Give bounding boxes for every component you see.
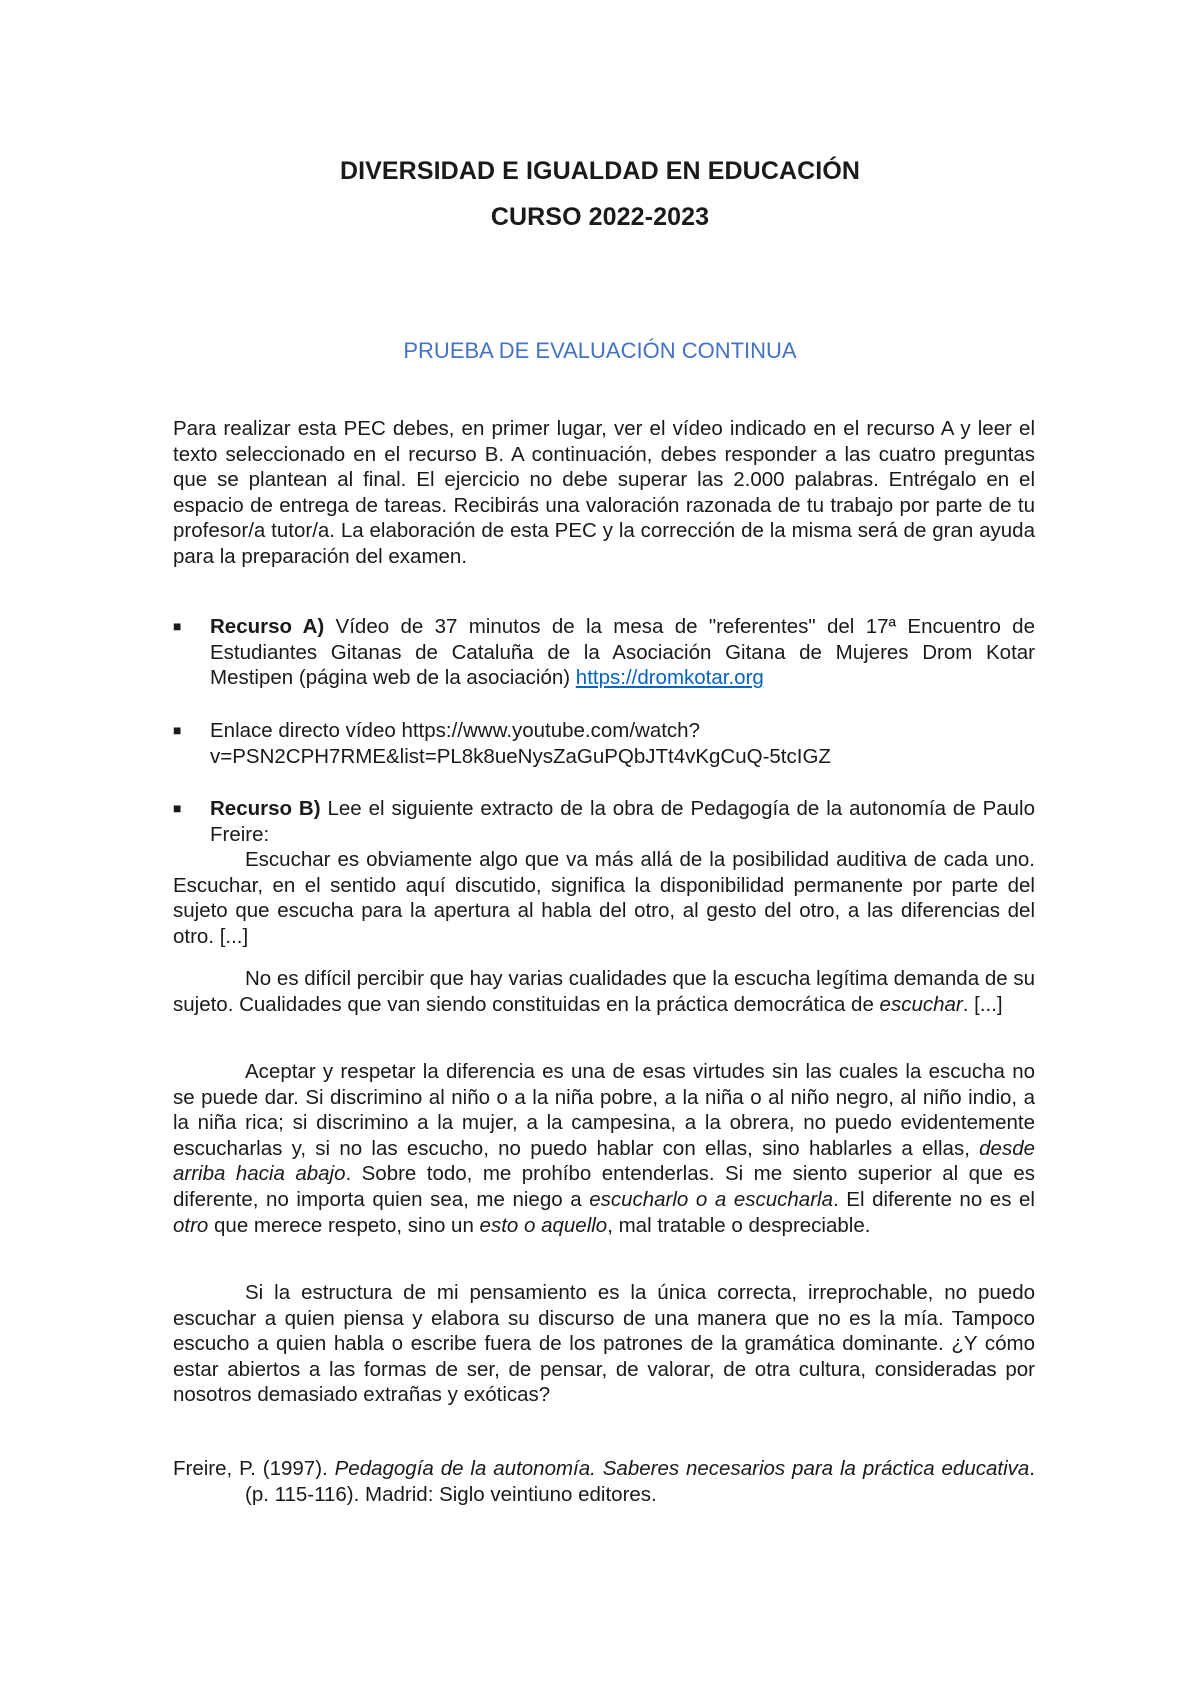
reference-author: Freire, P. (1997). [173, 1457, 335, 1480]
recurso-a-label: Recurso A) [210, 615, 325, 638]
course-year: CURSO 2022-2023 [490, 203, 710, 231]
reference-publisher: . (p. 115-116). Madrid: Siglo veintiuno editores. [245, 1457, 1035, 1506]
recurso-a-text: Vídeo de 37 minutos de la mesa de "referentes" del 17ª Encuentro de Estudiantes Gitanas de Cataluña de la Asociación Gitana de Mujeres Drom Kotar Mestipen (página web de la asociación) [210, 615, 1035, 690]
list-item-text [210, 614, 1035, 691]
bibliographic-reference [173, 1456, 1035, 1507]
list-item-recurso-a [173, 614, 1035, 691]
quote-paragraph-2 [173, 966, 1035, 1017]
quote-text: . El diferente no es el [833, 1187, 1035, 1211]
quote-emphasis: escuchar [879, 992, 963, 1016]
quote-text: que merece respeto, sino un [208, 1213, 480, 1237]
quote-text: , mal tratable o despreciable. [607, 1213, 871, 1237]
quote-emphasis: escucharlo o a escucharla [589, 1187, 833, 1211]
recurso-b-text: Lee el siguiente extracto de la obra de Pedagogía de la autonomía de Paulo Freire: [210, 797, 1036, 846]
quote-paragraph-3 [173, 1059, 1035, 1238]
list-item-video-link [173, 718, 1035, 769]
square-bullet-icon: ■ [173, 722, 182, 738]
document-title: DIVERSIDAD E IGUALDAD EN EDUCACIÓN [339, 157, 861, 185]
recurso-b-label: Recurso B) [210, 797, 321, 820]
list-item-recurso-b [173, 796, 1035, 847]
quote-emphasis: otro [173, 1213, 209, 1237]
quote-emphasis: esto o aquello [479, 1213, 608, 1237]
quote-text: No es difícil percibir que hay varias cualidades que la escucha legítima demanda de su sujeto. Cualidades que van siendo constituidas en la práctica democrática de [173, 967, 1035, 1016]
square-bullet-icon: ■ [173, 800, 182, 816]
quote-text: . [...] [962, 992, 1003, 1016]
section-heading: PRUEBA DE EVALUACIÓN CONTINUA [403, 338, 797, 363]
intro-paragraph: Para realizar esta PEC debes, en primer lugar, ver el vídeo indicado en el recurso A y leer el texto seleccionado en el recurso B. A continuación, debes responder a las cuatro preguntas que se plantean al final. El ejercicio no debe superar las 2.000 palabras. Entrégalo en el espacio de entrega de tareas. Recibirás una valoración razonada de tu trabajo por parte de tu profesor/a tutor/a. La elaboración de esta PEC y la corrección de la misma será de gran ayuda para la preparación del examen. [173, 417, 1035, 568]
quote-text: Aceptar y respetar la diferencia es una de esas virtudes sin las cuales la escucha no se puede dar. Si discrimino al niño o a la niña pobre, a la niña o al niño negro, al niño indio, a la niña rica; si discrimino a la mujer, a la campesina, a la obrera, no puedo evidentemente escucharlas y, si no las escucho, no puedo hablar con ellas, sino hablarles a ellas, [173, 1060, 1035, 1160]
square-bullet-icon: ■ [173, 618, 182, 634]
quote-paragraph-4: Si la estructura de mi pensamiento es la única correcta, irreprochable, no puedo escuchar a quien piensa y elabora su discurso de una manera que no es la mía. Tampoco escucho a quien habla o escribe fuera de los patrones de la gramática dominante. ¿Y cómo estar abiertos a las formas de ser, de pensar, de valorar, de otra cultura, consideradas por nosotros demasiado extrañas y exóticas? [173, 1281, 1035, 1407]
quote-paragraph-1: Escuchar es obviamente algo que va más allá de la posibilidad auditiva de cada uno. Escuchar, en el sentido aquí discutido, significa la disponibilidad permanente por parte del sujeto que escucha para la apertura al habla del otro, al gesto del otro, a las diferencias del otro. [...] [173, 848, 1035, 948]
list-item-text [210, 796, 1035, 847]
dromkotar-link[interactable]: https://dromkotar.org [575, 666, 764, 690]
video-link-text: Enlace directo vídeo https://www.youtube.com/watch?v=PSN2CPH7RME&list=PL8k8ueNysZaGuPQbJTt4vKgCuQ-5tcIGZ [210, 719, 831, 768]
quote-emphasis: desde arriba hacia abajo [173, 1136, 1035, 1186]
reference-book-title: Pedagogía de la autonomía. Saberes necesarios para la práctica educativa [334, 1457, 1030, 1480]
quote-text: . Sobre todo, me prohíbo entenderlas. Si me siento superior al que es diferente, no importa quien sea, me niego a [173, 1162, 1035, 1211]
